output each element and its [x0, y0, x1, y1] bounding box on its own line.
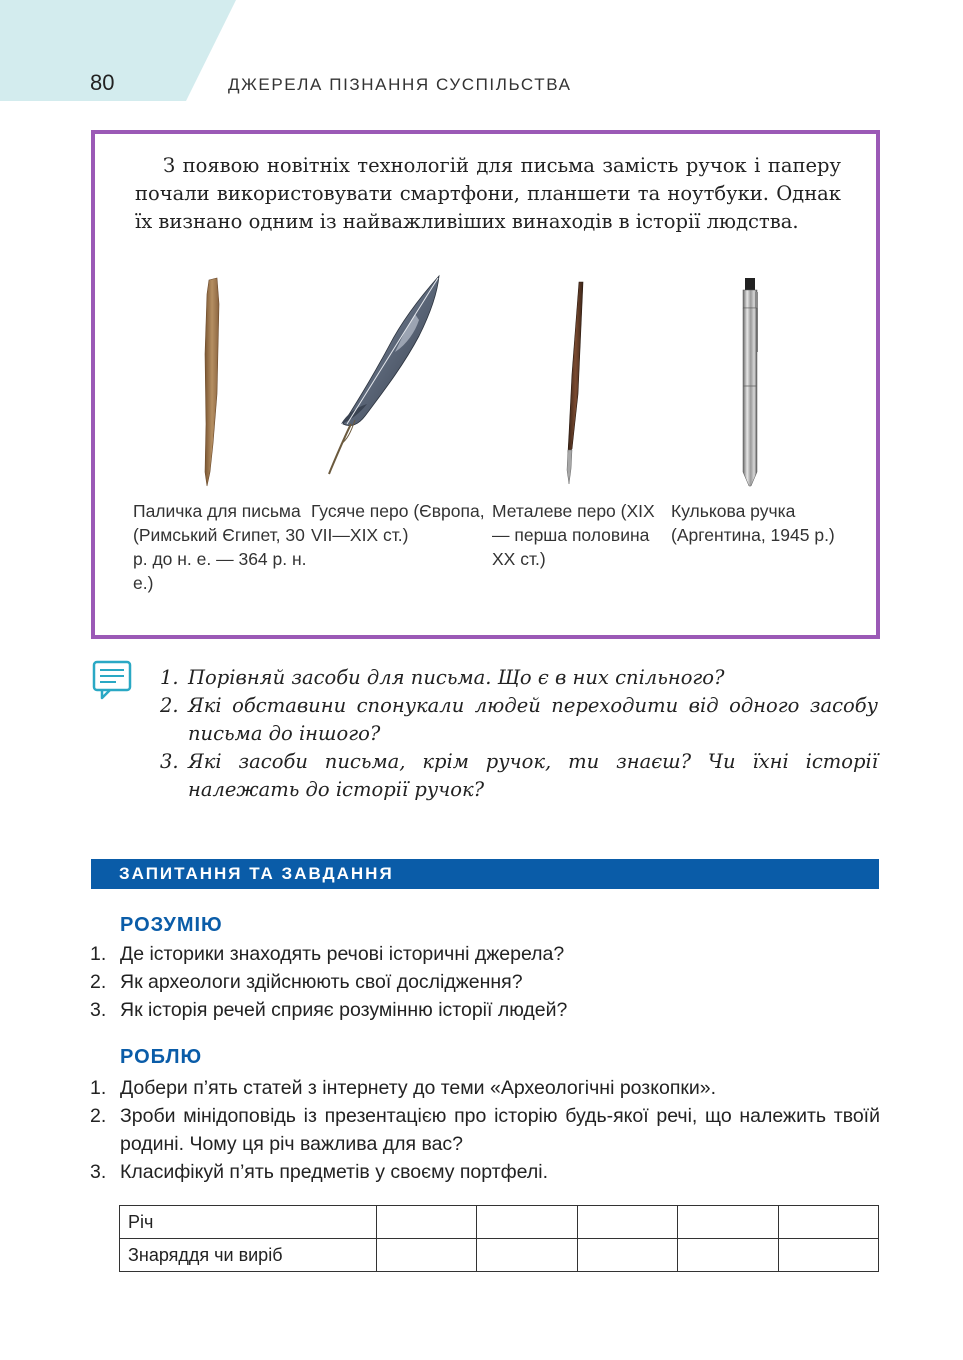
goose-quill-icon [311, 274, 481, 489]
table-cell [377, 1239, 477, 1272]
caption-goose-quill: Гусяче перо (Європа, VII—XIX ст.) [311, 501, 485, 545]
table-cell [778, 1206, 878, 1239]
list-item: 3. Класифікуй п’ять предметів у своєму портфелі. [90, 1161, 548, 1183]
list-item: 1. Де історики знаходять речові історичні джерела? [90, 943, 565, 965]
do-list [90, 1074, 880, 1186]
caption-writing-stick: Паличка для письма (Римський Єгипет, 30 р. до н. е. — 364 р. н. е.) [133, 501, 307, 593]
table-cell [678, 1206, 778, 1239]
table-cell [477, 1239, 577, 1272]
section-title: ЗАПИТАННЯ ТА ЗАВДАННЯ [119, 864, 394, 883]
writing-stick-icon [133, 274, 303, 489]
table-cell-label: Знаряддя чи виріб [120, 1239, 377, 1272]
table-row [120, 1206, 879, 1239]
table-cell [377, 1206, 477, 1239]
caption-ballpoint-pen: Кулькова ручка (Аргентина, 1945 р.) [671, 501, 835, 545]
table-cell [778, 1239, 878, 1272]
metal-nib-pen-icon [492, 274, 662, 489]
ballpoint-pen-icon [671, 274, 841, 489]
list-item: 3. Як історія речей сприяє розумінню історії людей? [90, 999, 568, 1021]
table-cell [577, 1239, 677, 1272]
corner-decoration [0, 0, 240, 102]
table-cell [577, 1206, 677, 1239]
table-cell [678, 1239, 778, 1272]
list-item: 2. Зроби мінідоповідь із презентацією про історію будь-якої речі, що належить твоїй родині. Чому ця річ важлива для вас? [90, 1105, 880, 1155]
question-item: 3. Які засоби письма, крім ручок, ти знаєш? Чи їхні історії належать до історії ручок? [160, 750, 878, 801]
table-cell [477, 1206, 577, 1239]
classification-table [119, 1205, 879, 1272]
understand-list [90, 940, 880, 1024]
list-item: 1. Добери п’ять статей з інтернету до теми «Археологічні розкопки». [90, 1077, 717, 1099]
info-paragraph: З появою новітніх технологій для письма замість ручок і паперу почали використовувати смартфони, планшети та ноутбуки. Однак їх визнано одним із найважливіших винаходів в історії людства. [135, 154, 841, 233]
caption-metal-nib-pen: Металеве перо (XIX — перша половина XX ст.) [492, 501, 655, 569]
info-box [91, 130, 880, 639]
list-item: 2. Як археологи здійснюють свої дослідження? [90, 971, 523, 993]
page-number: 80 [90, 70, 115, 95]
question-item: 2. Які обставини спонукали людей переходити від одного засобу письма до іншого? [160, 694, 878, 745]
subheading-understand: РОЗУМІЮ [120, 914, 223, 936]
running-head: ДЖЕРЕЛА ПІЗНАННЯ СУСПІЛЬСТВА [228, 75, 572, 94]
subheading-do: РОБЛЮ [120, 1046, 203, 1068]
question-item: 1. Порівняй засоби для письма. Що є в них спільного? [160, 666, 725, 689]
discussion-icon [92, 660, 132, 700]
table-row [120, 1239, 879, 1272]
section-heading-bar [91, 859, 879, 889]
table-cell-label: Річ [120, 1206, 377, 1239]
discussion-questions [160, 664, 878, 804]
